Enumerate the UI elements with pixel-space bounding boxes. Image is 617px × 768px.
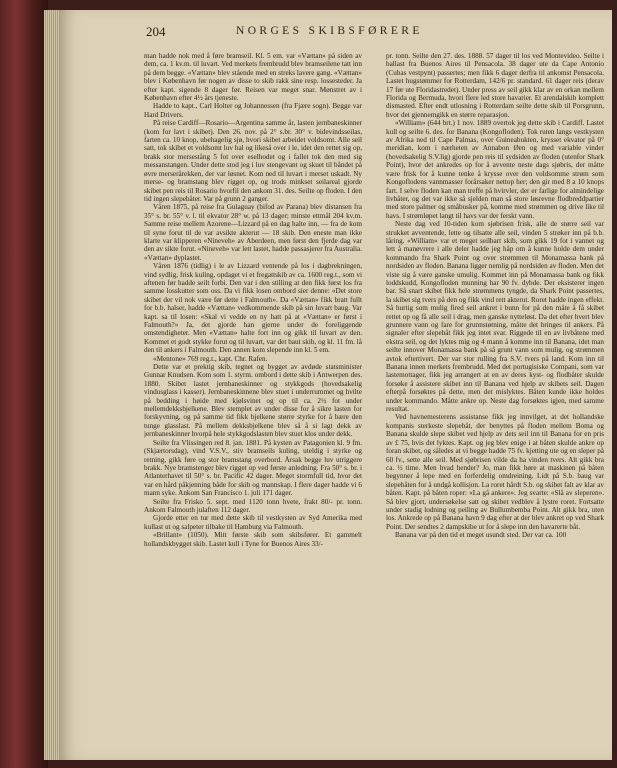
paragraph: Banana var på den tid et meget usundt sted. Der var ca. 100 [395,531,567,540]
paragraph: På reise Cardiff—Rosario—Argentina samme år, lasten jernbaneskinner (kom for lavt i skibet). Den 26. nov. på 2° s.br. 30° v. bidevindsseilas, farten ca. 10 knop, ubehagelig sjø, hvori skibet arbeidet voldsomt. Alle seil satt, tok skibet et voldsomt luv hal og likeså over i le, idet den rettet sig op, brakk stor mersestång 5 fot over eselhodet og i fallet tok den med sig messanstangen. Under dette stod jeg i luv stengevant og skuet til båndet på øvre merserårekken, der var løsnet. Kom ned til luvart i merset uskadt. Ny merse- og bramstang blev rigget op, og trods minkset seilareal gjorde skibet pen reis til Rosario hvorfil den ankom 31. des. Seilte op floden. I den tid ingen slepebåter. Var på grunn 2 ganger. [144,119,362,203]
running-head: NORGES SKIBSFØRERE [236,25,423,37]
left-column [144,52,362,754]
page-header [60,24,612,42]
paragraph: Ved havnemesterens assistanse fikk jeg innvilget, at det hollandske kompanis sterkeste slepebåt, der benyttes på floden mellem Boma og Banana skulde slepe skibet ved hjelp av dets seil inn til Banana for en pris av £ 75, hvis det lyktes. Kapt. og jeg blev enige i at båten skulde ankre op foran skibet, og således at vi begge hadde 75 fv. kjetting ute og en sleper på 60 fv., sette alle seil. Med sjøbrisen vilde da ha vinden tvers. Alt gikk bra ca. ½ time. Men hvad hender? Jo, man fikk høre at maskinen på båten begynner å lepe med en forferdelig omdreining. Lidt på S.b. baug var slepebåten for å undgå kollisjon. La roret hårdt S.b. og skibet falt av klar av båten. Kapt. på båten roper: «La gå ankere». Jeg svarte: «Slå av sleperen». Så blev gjort, undersøkelse satt og skibet vedblev å lystre roret. Fortsatte under stadig lodning og peiling av Bullumbemba Point. Alt gikk bra, uten los. Ankrede op på Banana havn 9 dag efter at der blev ankret op ved Shark Point. Der sendtes 2 dampskibe ut for å slepe inn den havarerte båt. [386,413,604,531]
paragraph: Seilte fra Vlissingen red 8. jan. 1881. På kysten av Patagonien kl. 9 fm. (Skjærtorsdag), vind V.S.V., stiv bramseils kuling, uteldig i styrke og retning, gikk føre og stor bramstang overbord. Årsak begge luv utriggere brakk. Nye bramstenger blev rigget op ved første anledning. Fra 50° s. br. i Atlanterhavet til 50° s. br. Pacific 42 dager. Meget stormfull tid, hvor det var en hård påkjenning både for skib og mannskap. I flere dager hadde vi 6 mann syke. Ankom San Francisco 1. juli 171 dager. [144,438,362,498]
paragraph: pr. tonn. Seilte den 27. des. 1888. 57 dager til los ved Montevideo. Seilte i ballast fra Buenos Aires til Pensacola. 38 dager ute da Cape Antonio (Cubas vestpynt) passertes; men fikk 6 dager derfra til ankomst Pensacola. Lastet hugstømmer for Rotterdam, 142/6 pr. standard. 61 dager reis (derav 17 før ute Floridastredet). Under press av seil gikk klar av en orkan mellem Florida og Bermuda, hvori flere led store havarier. Et arendalskib komplett dismasted. Efter endt utlosning i Rotterdam seilte dette skib til Porsgrunn, hvor det gjennemgikk en større reparasjon. [386,52,604,119]
page-edges [44,10,60,760]
paragraph: Seilte fra Frisko 5. sept. med 1120 tonn hvete, frakt 80/- pr. tonn. Ankom Falmouth julaften 112 dager. [144,497,362,514]
book-binding [0,0,48,768]
paragraph: Neste dag ved 10-tiden kom sjøbrisen frisk, alle de større seil var strukket avventende, lette og tilsatte alle seil, vinden 5 strøker inn på b.b. låring. «William» var et meget seilbart skib, som gikk 19 fot i vannet og lett å manøvrere i alle deler hadde jeg håp om å kunne holde dem under kommando fra Shark Point og over strømmen til Monamassa bank på nordsiden av floden. Banana ligger nemlig på nordsiden av floden. Men det viste sig å være ganske umulig. Kommet inn på Monamassa bank og fikk loddskudd, Kongofloden munning har 90 fv. dybde. Der eksisterer ingen bar. Så snart skibet fikk hele strømmens tyngde, da Shark Point passertes, la skibet sig tvers på den og fikk vind rett akterut. Roret hadde ingen effekt. Så hurtig som mulig fired seil ankret i bunn for på den måte å få skibet rettet op og få alle seil i drag, men ganske nytteløst. Da det efter hvert blev grunnere vann og fare for grunnstøtning, måtte det bringes til ankers. På signaler efter slepebåt fikk jeg intet svar. Riggede til en av livbåtene med ekstra seil, og det lyktes mig og 4 mann å komme inn til Banana, idet man seilte innover Monamassa bank på så grunt vann som mulig, og strømmen avtok eftertivert. Der var stor rulling fra S.V. tvers på land. Kom inn til Banana innen merkets frembrudd. Med det portugisiske Compani, som var lastemottager, fikk jeg arrangert at en av deres kyst- og flodbåter skulde forsøke å assistere skibet inn til Banana ved hjelp av skibets seil. Dagen efterpå forsøktes på dette, men det mislyktes. Båten kunde ikke holdes under kommando. Måtte ankre op. Neste dag forsøktes igjen, med samme resultat. [386,220,604,414]
right-column [386,52,604,754]
paragraph: «Brillant» (1050). Mitt første skib som skibsfører. Et gammelt hollandskbygget skib. Lastet kull i Tyne for Buenos Aires 33/- [144,531,362,548]
book-page [60,10,612,760]
paragraph: «Mentone» 769 reg.t., kapt. Chr. Rafen. [153,354,268,363]
paragraph: Dette var et prektig skib, tegnet og bygget av avdøde statsminister Gunnar Knudsen. Kom som 1. styrm. ombord i dette skib i Antwerpen des. 1880. Skibet lastet jernbaneskinner og stykkgods (hovedsakelig vindusglass i kasser). Jernbaneskinnene blev stuet i underrummet og hvilte på bedding i høide med kjølsvinet og op til ca. 2½ fot under mellemdekksbjelkene. Blev stemplet av under disse for å sikre lasten for forskyvning, og på samme tid fikk bjelkene større styrke for å bære den tunge glasslast. På mellem dekksbjelkene blev så å si lagt dekk av jernbaneskinner hvorpå hele stykkgodslasten blev stuet klos under dekk. [144,363,362,439]
page-number: 204 [146,24,166,39]
paragraph: Gjorde etter en tur med dette skib til vestkysten av Syd Amerika med kullast ut og salpeter tilbake til Hamburg via Falmouth. [144,514,362,531]
paragraph: Hadde to kapt., Carl Holter og Johannessen (fra Fjære sogn). Begge var Hard Drivers. [144,102,362,119]
paragraph: Våren 1876 (tidlig) i le av Lizzard ventende på los i dagbrekningen, vind sydlig, frisk kuling, opdaget vi et fregattskib av ca. 1600 reg.t., som vi aftenen før hadde seilt forbi. Den var i den stilling at den fikk først los fra samme losskutter som oss. Da vi fikk losen ombord sier denne: «Det store skibet der vil nok være før dette i Falmouth». Da «Vættan» fikk bratt fullt for b.b. halser, hadde «Vættan» vedkommende skib på sin luvart baug. Var kapt. sa til losen: «Skal vi vedde en ny hatt på at «Vættan» er først i Falmouth?» Ja, det gjorde han gjerne under de foreliggende omstendigheter. Men «Vættan» halte fort inn og gikk til luvart av den. Kommet et godt stykke forut og til luvart, var det baut skib, og kl. 11 fm. lå den til ankers i Falmouth. Den annen kom slepende inn kl. 5 em. [144,262,362,355]
paragraph: Våren 1875, på reise fra Gulaguay (bifod av Parana) blev distansen fra 35° s. br. 55° v. l. til ekvator 28° w. på 13 dager; minste ettmål 204 kv.m. Samme reise mellem Azorene—Lizzard på en dag halte inn, — fra de kom til syne forut til de var avsikte akterut — 18 skib. Den eneste man ikke klarte var klipperen «Nineveh» av Aberdeen, men først den fjerde dag var den av sikte forut. «Nineveh» var lett lastet, hadde passasjerer fra Australia. «Vættan» dyplastet. [144,203,362,262]
paragraph: man hadde nok med å føre bramseil. Kl. 5 em. var «Vættan» på siden av dem, ca. 1 kv.m. til luvart. Ved merkets frembrudd blev bramseilene tatt inn på dem begge. «Vættan» blev stående med en streks lavere gang. «Vættan» blev i København før nogen av disse to skib rakk sine resp. lossesteder. Ja efter kapt. sigende 8 dager før. Reisen var meget snar. Mønstret av i København efter 4½ års tjeneste. [144,52,362,103]
paragraph: «William» (644 brt.) 1 nov. 1889 overtok jeg dette skib i Cardiff. Lastet kull og seilte 6. des. for Banana (Kongofloden). Tok ruten langs vestkysten av Afrika ned til Cape Palmas, over Guineabukten, krysset ekvator på 0° meridian, kom i nærheten av Annabon Øen og med variable vinder (hovedsakelig S.V.lig) gjorde pen reis til sydsiden av floden (utenfor Shark Point), hvor det ankredes op for å avvente neste dags sjøbris, der måtte være frisk for å kunne tenke å krysse over den voldsomme strøm som Kongoflodens vannmasser forårsaker nettop her; den gir med 8 a 10 knops fart. I selve floden kan man treffe på hvirvler, der er farlige for almindelige livbåter, og det var ikke så sjelden man så store løsrevne flodbreddpartier med store palmer og småbusker på, komme med strømmen og drive like til havs. I strømløpet langt til havs var der ferskt vann. [386,119,604,220]
